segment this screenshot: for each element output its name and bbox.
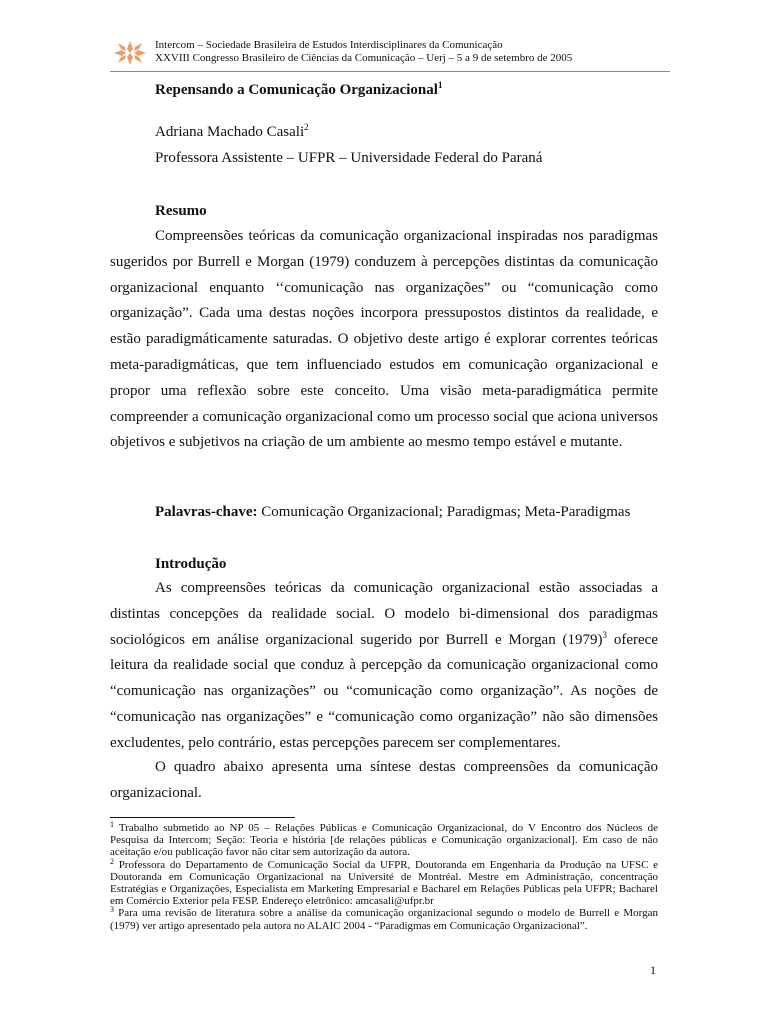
author-affiliation: Professora Assistente – UFPR – Universidade Federal do Paraná: [155, 150, 543, 166]
intercom-logo: [112, 40, 148, 66]
footnote-1-text: Trabalho submetido ao NP 05 – Relações Públicas e Comunicação Organizacional, do V Encontro dos Núcleos de Pesquisa da Intercom; Seção: Teoria e história [de relações públicas e Comunicação organizacional]. Em caso de não aceitação e/ou publicação favor não citar sem autorização da autora.: [110, 822, 658, 859]
header-line-1: Intercom – Sociedade Brasileira de Estudos Interdisciplinares da Comunicação: [155, 39, 503, 51]
author-name: [155, 124, 309, 141]
header-text: [155, 39, 572, 65]
title-text: Repensando a Comunicação Organizacional: [155, 82, 438, 98]
paper-title: [155, 82, 442, 99]
footnote-1-number: 1: [110, 820, 114, 829]
keywords-text: Comunicação Organizacional; Paradigmas; Meta-Paradigmas: [257, 504, 631, 520]
intro-p1-part-a: As compreensões teóricas da comunicação organizacional estão associadas a distintas concepções da realidade social. O modelo bi-dimensional dos paradigmas sociológicos em análise organizacional sugerido por Burrell e Morgan (1979): [110, 580, 658, 648]
footnote-divider: [110, 817, 295, 818]
footnote-2-number: 2: [110, 856, 114, 866]
page-number: 1: [650, 963, 656, 977]
footnote-3: [110, 907, 658, 931]
introducao-heading: Introdução: [155, 556, 227, 572]
footnote-3-text: Para uma revisão de literatura sobre a análise da comunicação organizacional segundo o modelo de Burrell e Morgan (1979) ver artigo apresentado pela autora no ALAIC 2004 - “Paradigmas em Comunicação Organizacional”.: [110, 907, 658, 932]
resumo-paragraph: Compreensões teóricas da comunicação organizacional inspiradas nos paradigmas sugeridos por Burrell e Morgan (1979) conduzem à percepções distintas da comunicação organizacional enquanto ‘‘comunicação nas organizações” ou “comunicação como organização”. Cada uma destas noções incorpora pressupostos distintos da realidade, e estão paradigmáticamente saturadas. O objetivo deste artigo é explorar correntes teóricas meta-paradigmáticas, que tem influenciado estudos em comunicação organizacional e propor uma reflexão sobre este conceito. Uma visão meta-paradigmática permite compreender a comunicação organizacional como um processo social que aciona universos objetivos e subjetivos na criação de um ambiente ao mesmo tempo estável e mutante.: [110, 228, 658, 451]
intro-paragraph-1: [110, 576, 658, 757]
footnotes: [110, 822, 658, 932]
footnote-2: [110, 856, 658, 908]
intro-p1-part-b: oferece leitura da realidade social que conduz à percepção da comunicação organizacional como “comunicação nas organizações” ou “comunicação como organização”. As noções de “comunicação nas organizações” e “comunicação como organização” não são dimensões excludentes, pelo contrário, estas percepções parecem ser complementares.: [110, 631, 658, 751]
intro-paragraph-2: O quadro abaixo apresenta uma síntese destas compreensões da comunicação organizacional.: [110, 759, 658, 801]
page-header: [112, 38, 672, 68]
author-text: Adriana Machado Casali: [155, 124, 305, 140]
resumo-heading: Resumo: [155, 203, 207, 219]
keywords-label: Palavras-chave:: [155, 504, 258, 520]
keywords: [155, 504, 630, 521]
footnote-2-text: Professora do Departamento de Comunicação Social da UFPR, Doutoranda em Engenharia da Produção na UFSC e Doutoranda em Comunicação Organizacional na Université de Montréal. Mestre em Administração, concentração Estratégias e Organizações, Especialista em Marketing Empresarial e Bacharel em Relações Públicas pela UFPR; Bacharel em Comércio Exterior pela FESP. Endereço eletrônico: amcasali@ufpr.br: [110, 858, 658, 908]
header-line-2: XXVIII Congresso Brasileiro de Ciências da Comunicação – Uerj – 5 a 9 de setembro de 2005: [155, 52, 573, 64]
footnote-1: [110, 822, 658, 859]
title-footnote-ref: 1: [437, 80, 443, 90]
footnote-3-number: 3: [110, 905, 114, 915]
header-divider: [110, 71, 670, 72]
intro-footnote-ref: 3: [602, 629, 608, 640]
author-footnote-ref: 2: [304, 122, 309, 132]
